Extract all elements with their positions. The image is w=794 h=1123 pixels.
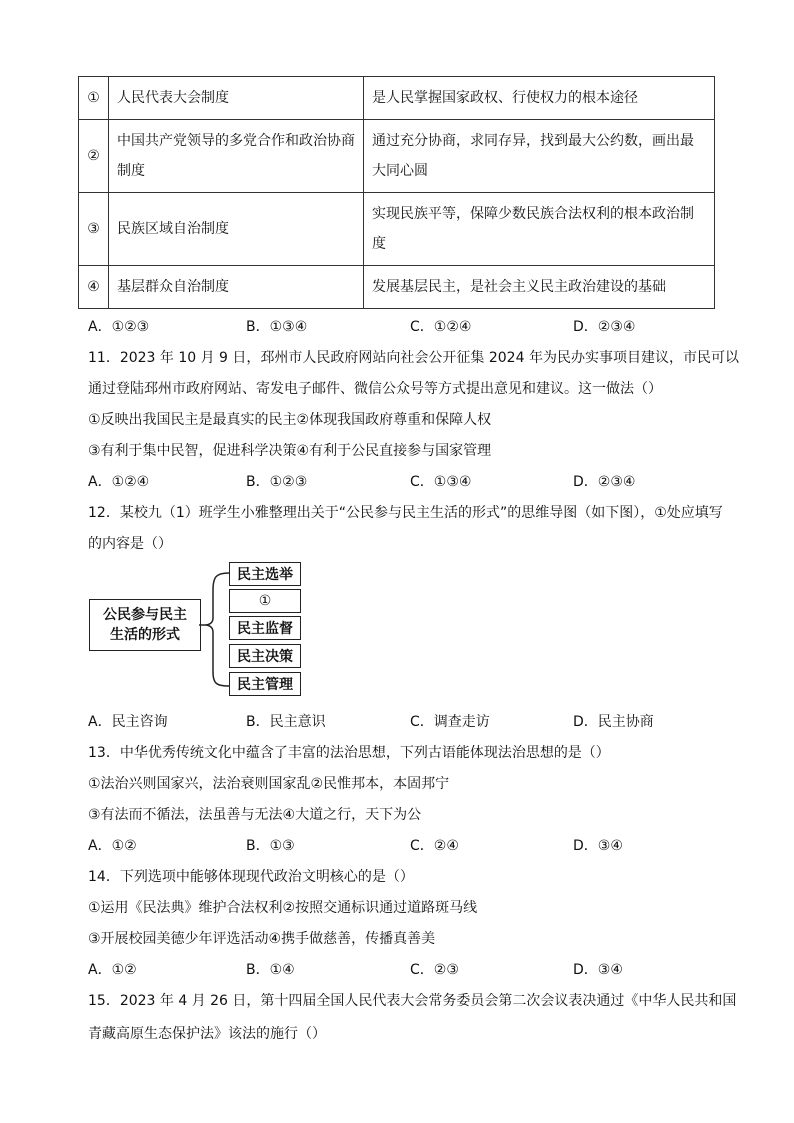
table-row bbox=[79, 120, 715, 193]
system-description: 是人民掌握国家政权、行使权力的根本途径 bbox=[364, 77, 715, 120]
mindmap-branch-election: 民主选举 bbox=[229, 562, 301, 586]
q13-statements-1: ①法治兴则国家兴，法治衰则国家乱②民惟邦本，本固邦宁 bbox=[88, 776, 450, 792]
q12-stem-line2: 的内容是（） bbox=[88, 536, 172, 552]
q11-stem-line1: 11．2023 年 10 月 9 日，邳州市人民政府网站向社会公开征集 2024 年为民办实事项目建议，市民可以 bbox=[88, 350, 739, 366]
option-d[interactable]: D．②③④ bbox=[573, 319, 636, 335]
political-system-table bbox=[78, 76, 715, 309]
system-description: 实现民族平等，保障少数民族合法权利的根本政治制度 bbox=[364, 193, 715, 266]
q15-stem-line1: 15．2023 年 4 月 26 日，第十四届全国人民代表大会常务委员会第二次会议表决通过《中华人民共和国 bbox=[88, 993, 737, 1009]
row-number: ④ bbox=[79, 266, 109, 309]
q14-statements-2: ③开展校园美德少年评选活动④携手做慈善，传播真善美 bbox=[88, 931, 436, 947]
option-b[interactable]: B．①③ bbox=[246, 838, 295, 854]
option-a[interactable]: A．①②③ bbox=[88, 319, 150, 335]
mindmap-branch-management: 民主管理 bbox=[229, 672, 301, 696]
option-d[interactable]: D．民主协商 bbox=[573, 714, 654, 730]
mindmap-root: 公民参与民主生活的形式 bbox=[89, 599, 201, 651]
option-b[interactable]: B．①②③ bbox=[246, 474, 308, 490]
table-row bbox=[79, 193, 715, 266]
option-c[interactable]: C．②④ bbox=[410, 838, 459, 854]
system-description: 发展基层民主，是社会主义民主政治建设的基础 bbox=[364, 266, 715, 309]
q13-stem: 13．中华优秀传统文化中蕴含了丰富的法治思想，下列古语能体现法治思想的是（） bbox=[88, 745, 610, 761]
system-description: 通过充分协商，求同存异，找到最大公约数，画出最大同心圆 bbox=[364, 120, 715, 193]
q14-stem: 14．下列选项中能够体现现代政治文明核心的是（） bbox=[88, 869, 414, 885]
mindmap-branch-supervision: 民主监督 bbox=[229, 616, 301, 640]
mindmap-bracket bbox=[199, 560, 231, 690]
q13-statements-2: ③有法而不循法，法虽善与无法④大道之行，天下为公 bbox=[88, 807, 422, 823]
option-b[interactable]: B．①③④ bbox=[246, 319, 308, 335]
q14-statements-1: ①运用《民法典》维护合法权利②按照交通标识通过道路斑马线 bbox=[88, 900, 478, 916]
q15-stem-line2: 青藏高原生态保护法》该法的施行（） bbox=[88, 1026, 326, 1042]
q11-stem-line2: 通过登陆邳州市政府网站、寄发电子邮件、微信公众号等方式提出意见和建议。这一做法（） bbox=[88, 381, 662, 397]
mindmap-branch-blank: ① bbox=[229, 589, 301, 613]
option-c[interactable]: C．①②④ bbox=[410, 319, 472, 335]
option-d[interactable]: D．③④ bbox=[573, 962, 623, 978]
row-number: ① bbox=[79, 77, 109, 120]
q11-statements-2: ③有利于集中民智，促进科学决策④有利于公民直接参与国家管理 bbox=[88, 443, 492, 459]
option-b[interactable]: B．民主意识 bbox=[246, 714, 326, 730]
table-row bbox=[79, 77, 715, 120]
option-c[interactable]: C．调查走访 bbox=[410, 714, 490, 730]
q11-statements-1: ①反映出我国民主是最真实的民主②体现我国政府尊重和保障人权 bbox=[88, 412, 492, 428]
system-name: 基层群众自治制度 bbox=[109, 266, 364, 309]
row-number: ② bbox=[79, 120, 109, 193]
option-a[interactable]: A．①② bbox=[88, 838, 137, 854]
row-number: ③ bbox=[79, 193, 109, 266]
option-d[interactable]: D．③④ bbox=[573, 838, 623, 854]
option-c[interactable]: C．①③④ bbox=[410, 474, 472, 490]
mindmap-branch-decision: 民主决策 bbox=[229, 644, 301, 668]
system-name: 中国共产党领导的多党合作和政治协商制度 bbox=[109, 120, 364, 193]
option-a[interactable]: A．①②④ bbox=[88, 474, 150, 490]
table-row bbox=[79, 266, 715, 309]
q12-stem-line1: 12．某校九（1）班学生小雅整理出关于“公民参与民主生活的形式”的思维导图（如下图），①处应填写 bbox=[88, 505, 723, 521]
option-b[interactable]: B．①④ bbox=[246, 962, 295, 978]
system-name: 人民代表大会制度 bbox=[109, 77, 364, 120]
option-d[interactable]: D．②③④ bbox=[573, 474, 636, 490]
option-c[interactable]: C．②③ bbox=[410, 962, 459, 978]
system-name: 民族区域自治制度 bbox=[109, 193, 364, 266]
option-a[interactable]: A．①② bbox=[88, 962, 137, 978]
option-a[interactable]: A．民主咨询 bbox=[88, 714, 168, 730]
